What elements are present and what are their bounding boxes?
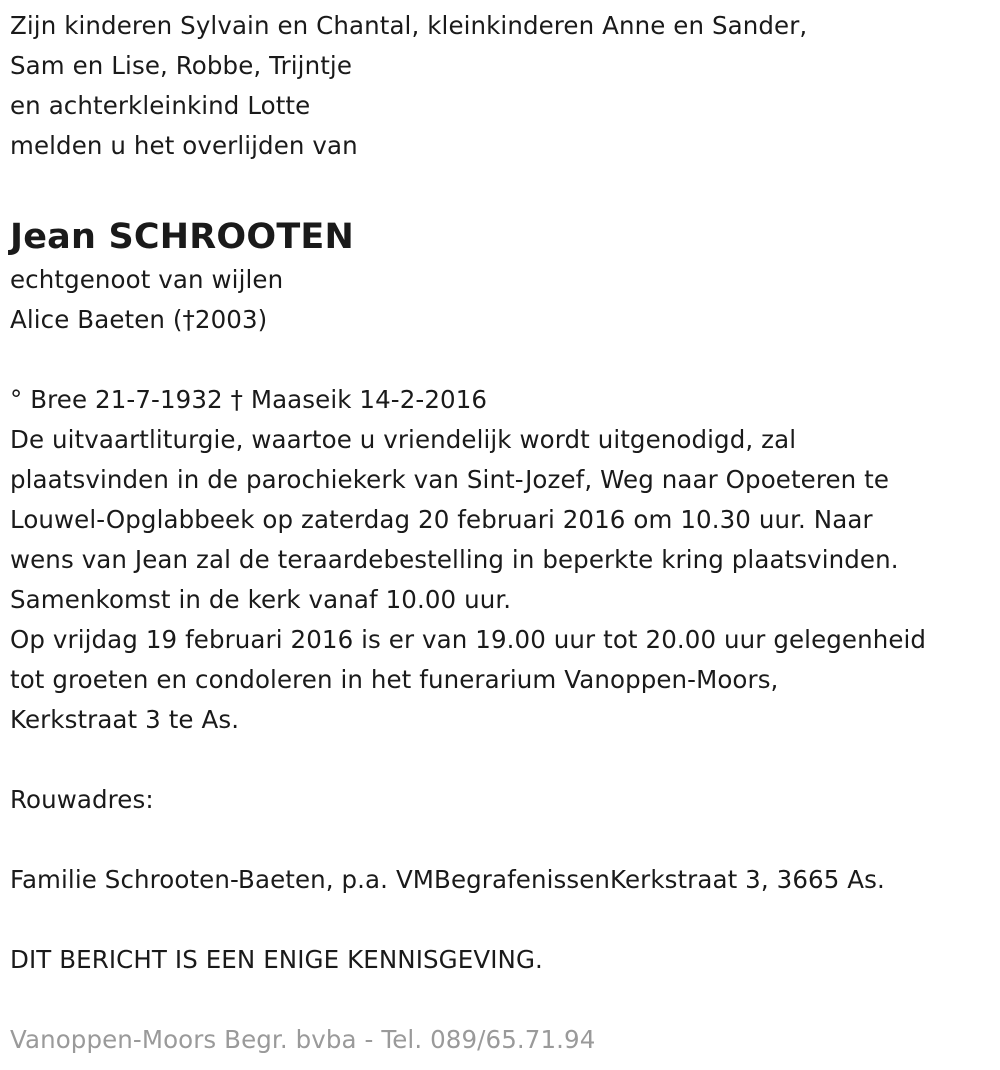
spouse-line: echtgenoot van wijlen [10, 265, 284, 294]
spacer [10, 166, 995, 214]
spacer [10, 740, 995, 780]
spacer [10, 340, 995, 380]
spacer [10, 820, 995, 860]
intro-line: Sam en Lise, Robbe, Trijntje [10, 51, 353, 80]
spouse-name: Alice Baeten (†2003) [10, 305, 268, 334]
intro-line: melden u het overlijden van [10, 131, 358, 160]
funeral-home-footer: Vanoppen-Moors Begr. bvba - Tel. 089/65.71.94 [10, 1025, 596, 1054]
mourning-address-label: Rouwadres: [10, 785, 154, 814]
intro-line: Zijn kinderen Sylvain en Chantal, kleinkinderen Anne en Sander, [10, 11, 808, 40]
details-line: plaatsvinden in de parochiekerk van Sint-Jozef, Weg naar Opoeteren te [10, 465, 890, 494]
details-line: Op vrijdag 19 februari 2016 is er van 19.00 uur tot 20.00 uur gelegenheid [10, 625, 927, 654]
birth-death-dates: ° Bree 21-7-1932 † Maaseik 14-2-2016 [10, 385, 488, 414]
funeral-details [10, 420, 995, 740]
intro-line: en achterkleinkind Lotte [10, 91, 311, 120]
spacer [10, 900, 995, 940]
intro-block [10, 6, 995, 166]
sole-notice: DIT BERICHT IS EEN ENIGE KENNISGEVING. [10, 945, 543, 974]
details-line: Samenkomst in de kerk vanaf 10.00 uur. [10, 585, 512, 614]
deceased-name: Jean SCHROOTEN [10, 217, 354, 257]
details-line: Louwel-Opglabbeek op zaterdag 20 februari 2016 om 10.30 uur. Naar [10, 505, 873, 534]
details-line: tot groeten en condoleren in het funerarium Vanoppen-Moors, [10, 665, 779, 694]
spacer [10, 980, 995, 1020]
details-line: Kerkstraat 3 te As. [10, 705, 240, 734]
death-notice [10, 6, 995, 1060]
details-line: wens van Jean zal de teraardebestelling in beperkte kring plaatsvinden. [10, 545, 899, 574]
details-line: De uitvaartliturgie, waartoe u vriendelijk wordt uitgenodigd, zal [10, 425, 797, 454]
mourning-address: Familie Schrooten-Baeten, p.a. VMBegrafenissenKerkstraat 3, 3665 As. [10, 865, 885, 894]
